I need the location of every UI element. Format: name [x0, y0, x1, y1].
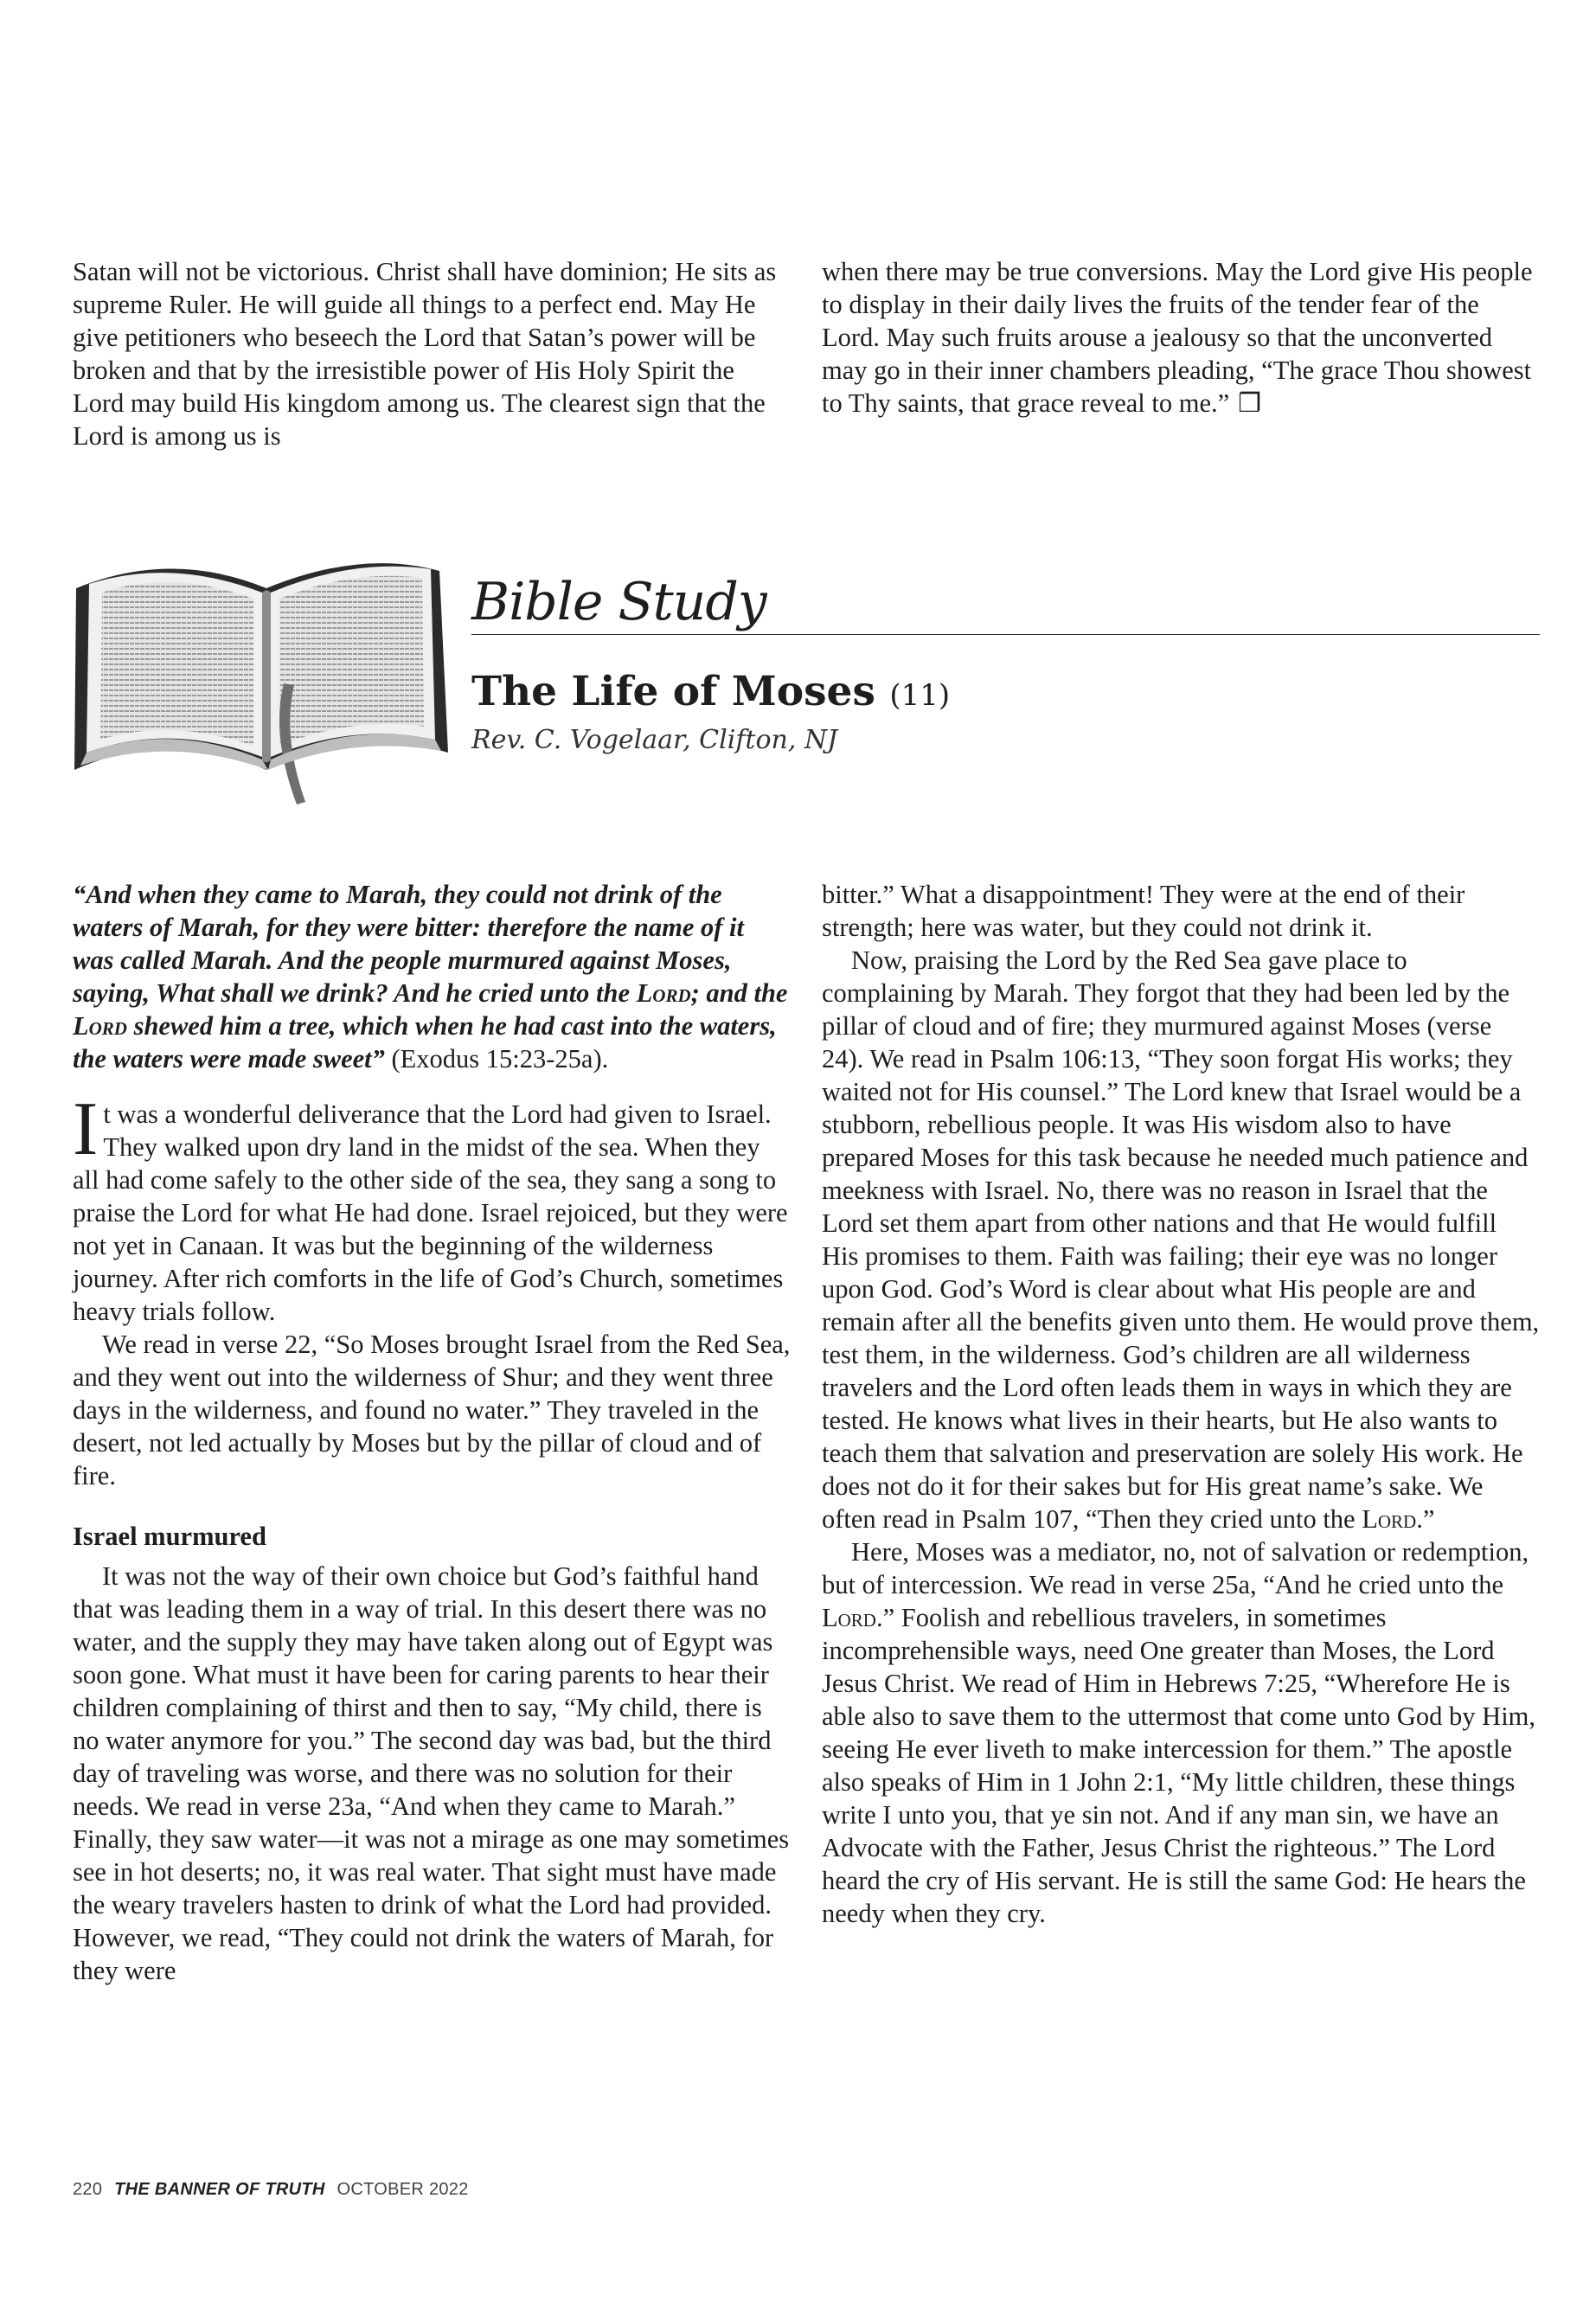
continued-text: when there may be true conversions. May the Lord give His people to display in their daily lives the fruits of the tender fear of the Lord. May such fruits arouse a jealousy so that the unconverted may go in their inner chambers pleading, “The grace Thou showest to Thy saints, that grace reveal to me.” — [822, 257, 1533, 418]
section-divider — [471, 634, 1540, 635]
paragraph: It was not the way of their own choice but God’s faithful hand that was leading them in a way of trial. In this desert there was no water, and the supply they may have taken along out of Egypt was soon gone. What must it have been for caring parents to hear their children complaining of thirst and then to say, “My child, there is no water anymore for you.” The second day was bad, but the third day of traveling was worse, and there was no solution for their needs. We read in verse 23a, “And when they came to Marah.” Finally, they saw water—it was not a mirage as one may sometimes see in hot deserts; no, it was real water. That sight must have made the weary travelers hasten to drink of what the Lord had provided. However, we read, “They could not drink the waters of Marah, for they were — [73, 1561, 790, 1985]
paragraph-text: .” Foolish and rebellious travelers, in sometimes incomprehensible ways, need One greater than Moses, the Lord Jesus Christ. We read of Him in Hebrews 7:25, “Wherefore He is able also to save them to the uttermost that come unto God by Him, seeing He ever liveth to make intercession for them.” The apostle also speaks of Him in 1 John 2:1, “My little children, these things write I unto you, that ye sin not. And if any man sin, we have an Advocate with the Father, Jesus Christ the righteous.” The Lord heard the cry of His servant. He is still the same God: He hears the needy when they cry. — [822, 1603, 1536, 1928]
end-of-article-mark: ❒ — [1238, 389, 1262, 418]
paragraph: bitter.” What a disappointment! They were at the end of their strength; here was water, but they could not drink it. — [822, 880, 1465, 942]
paragraph — [822, 944, 1540, 1535]
scripture-lord: Lord — [73, 1011, 127, 1041]
paragraph-text: Now, praising the Lord by the Red Sea gave place to complaining by Marah. They forgot that they had been led by the pillar of cloud and of fire; they murmured against Moses (verse 24). We read in Psalm 106:13, “They soon forgat His works; they waited not for His counsel.” The Lord knew that Israel would be a stubborn, rebellious people. It was His wisdom also to have prepared Moses for this task because he needed much patience and meekness with Israel. No, there was no reason in Israel that the Lord set them apart from other nations and that He would fulfill His promises to them. Faith was failing; their eye was no longer upon God. God’s Word is clear about what His people are and remain after all the benefits given unto them. He would prove them, test them, in the wilderness. God’s children are all wilderness travelers and the Lord often leads them in ways in which they are tested. He knows what lives in their hearts, but He also wants to teach them that salvation and preservation are solely His work. He does not do it for their sakes but for His great name’s sake. We often read in Psalm 107, “Then they cried unto the — [822, 945, 1540, 1534]
scripture-quote — [73, 878, 791, 1075]
open-bible-illustration — [67, 554, 448, 813]
paragraph-text: .” — [1416, 1504, 1435, 1534]
paragraph — [822, 1535, 1540, 1930]
continued-paragraph: Satan will not be victorious. Christ shall have dominion; He sits as supreme Ruler. He will guide all things to a perfect end. May He give petitioners who beseech the Lord that Satan’s power will be broken and that by the irresistible power of His Holy Spirit the Lord may build His kingdom among us. The clearest sign that the Lord is among us is — [73, 257, 777, 451]
article-left-column — [73, 878, 791, 1987]
page-number: 220 — [73, 2180, 103, 2199]
article-part-number: (11) — [889, 678, 951, 713]
scripture-text: ; and the — [690, 978, 788, 1008]
article-author: Rev. C. Vogelaar, Clifton, NJ — [471, 725, 838, 755]
drop-cap: I — [73, 1087, 99, 1171]
scripture-text: “And when they came to Marah, they could not drink of the waters of Marah, for they were bitter: therefore the name of it was called Marah. And the people murmured against Moses, saying, What shall we drink? And he cried unto the — [73, 880, 745, 1008]
continued-article-left-column — [73, 255, 791, 452]
continued-paragraph-end — [822, 255, 1540, 420]
small-caps-lord: Lord — [822, 1603, 876, 1632]
small-caps-lord: Lord — [1362, 1504, 1417, 1534]
article-title-text: The Life of Moses — [471, 668, 875, 715]
continued-article-right-column — [822, 255, 1540, 420]
paragraph-text: t was a wonderful deliverance that the Lord had given to Israel. They walked upon dry land in the midst of the sea. When they all had come safely to the other side of the sea, they sang a song to praise the Lord for what He had done. Israel rejoiced, but they were not yet in Canaan. It was but the beginning of the wilderness journey. After rich comforts in the life of God’s Church, sometimes heavy trials follow. — [73, 1099, 788, 1326]
scripture-lord: Lord — [636, 978, 691, 1008]
subheading: Israel murmured — [73, 1522, 266, 1551]
paragraph-text: Here, Moses was a mediator, no, not of salvation or redemption, but of intercession. We read in verse 25a, “And he cried unto the — [822, 1537, 1529, 1599]
issue-date: OCTOBER 2022 — [337, 2180, 469, 2199]
article-title — [471, 666, 950, 721]
publication-name: THE BANNER OF TRUTH — [114, 2180, 325, 2199]
scripture-reference: (Exodus 15:23-25a). — [384, 1044, 609, 1074]
page-footer — [73, 2180, 469, 2200]
scripture-text: shewed him a tree, which when he had cast into the waters, the waters were made sweet” — [73, 1011, 777, 1074]
opening-paragraph — [73, 1087, 791, 1328]
paragraph: We read in verse 22, “So Moses brought Israel from the Red Sea, and they went out into the wilderness of Shur; and they went three days in the wilderness, and found no water.” They traveled in the desert, not led actually by Moses but by the pillar of cloud and of fire. — [73, 1330, 791, 1490]
article-right-column — [822, 878, 1540, 1930]
section-label: Bible Study — [471, 572, 766, 632]
